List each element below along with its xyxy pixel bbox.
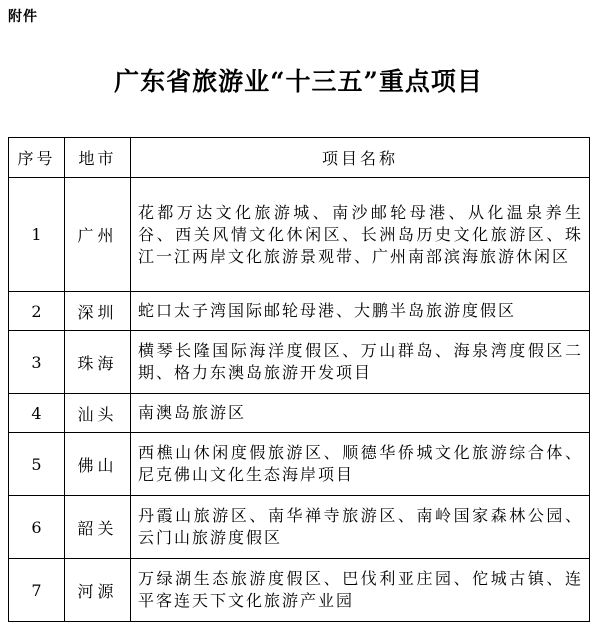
row-number: 2: [9, 292, 65, 331]
table-row: [9, 178, 590, 292]
row-projects: 花都万达文化旅游城、南沙邮轮母港、从化温泉养生谷、西关风情文化休闲区、长洲岛历史文化旅游区、珠江一江两岸文化旅游景观带、广州南部滨海旅游休闲区: [131, 178, 590, 292]
row-city: 河源: [65, 559, 131, 622]
row-city: 汕头: [65, 394, 131, 433]
row-number: 7: [9, 559, 65, 622]
table-row: [9, 331, 590, 394]
attachment-label: 附件: [8, 9, 38, 25]
table-row: [9, 559, 590, 622]
row-number: 3: [9, 331, 65, 394]
table-row: [9, 292, 590, 331]
row-number: 5: [9, 433, 65, 496]
row-number: 6: [9, 496, 65, 559]
row-projects: 丹霞山旅游区、南华禅寺旅游区、南岭国家森林公园、云门山旅游度假区: [131, 496, 590, 559]
document-title: 广东省旅游业“十三五”重点项目: [114, 67, 483, 96]
row-city: 佛山: [65, 433, 131, 496]
row-projects: 西樵山休闲度假旅游区、顺德华侨城文化旅游综合体、尼克佛山文化生态海岸项目: [131, 433, 590, 496]
row-projects: 蛇口太子湾国际邮轮母港、大鹏半岛旅游度假区: [131, 292, 590, 331]
table-row: [9, 496, 590, 559]
row-city: 深圳: [65, 292, 131, 331]
row-city: 韶关: [65, 496, 131, 559]
row-projects: 南澳岛旅游区: [131, 394, 590, 433]
table-row: [9, 433, 590, 496]
row-number: 4: [9, 394, 65, 433]
header-no: 序号: [9, 138, 65, 178]
row-projects: 万绿湖生态旅游度假区、巴伐利亚庄园、佗城古镇、连平客连天下文化旅游产业园: [131, 559, 590, 622]
table-row: [9, 394, 590, 433]
row-city: 广州: [65, 178, 131, 292]
projects-table: [8, 137, 590, 622]
row-number: 1: [9, 178, 65, 292]
header-project: 项目名称: [131, 138, 590, 178]
table-header-row: [9, 138, 590, 178]
row-city: 珠海: [65, 331, 131, 394]
header-city: 地市: [65, 138, 131, 178]
row-projects: 横琴长隆国际海洋度假区、万山群岛、海泉湾度假区二期、格力东澳岛旅游开发项目: [131, 331, 590, 394]
